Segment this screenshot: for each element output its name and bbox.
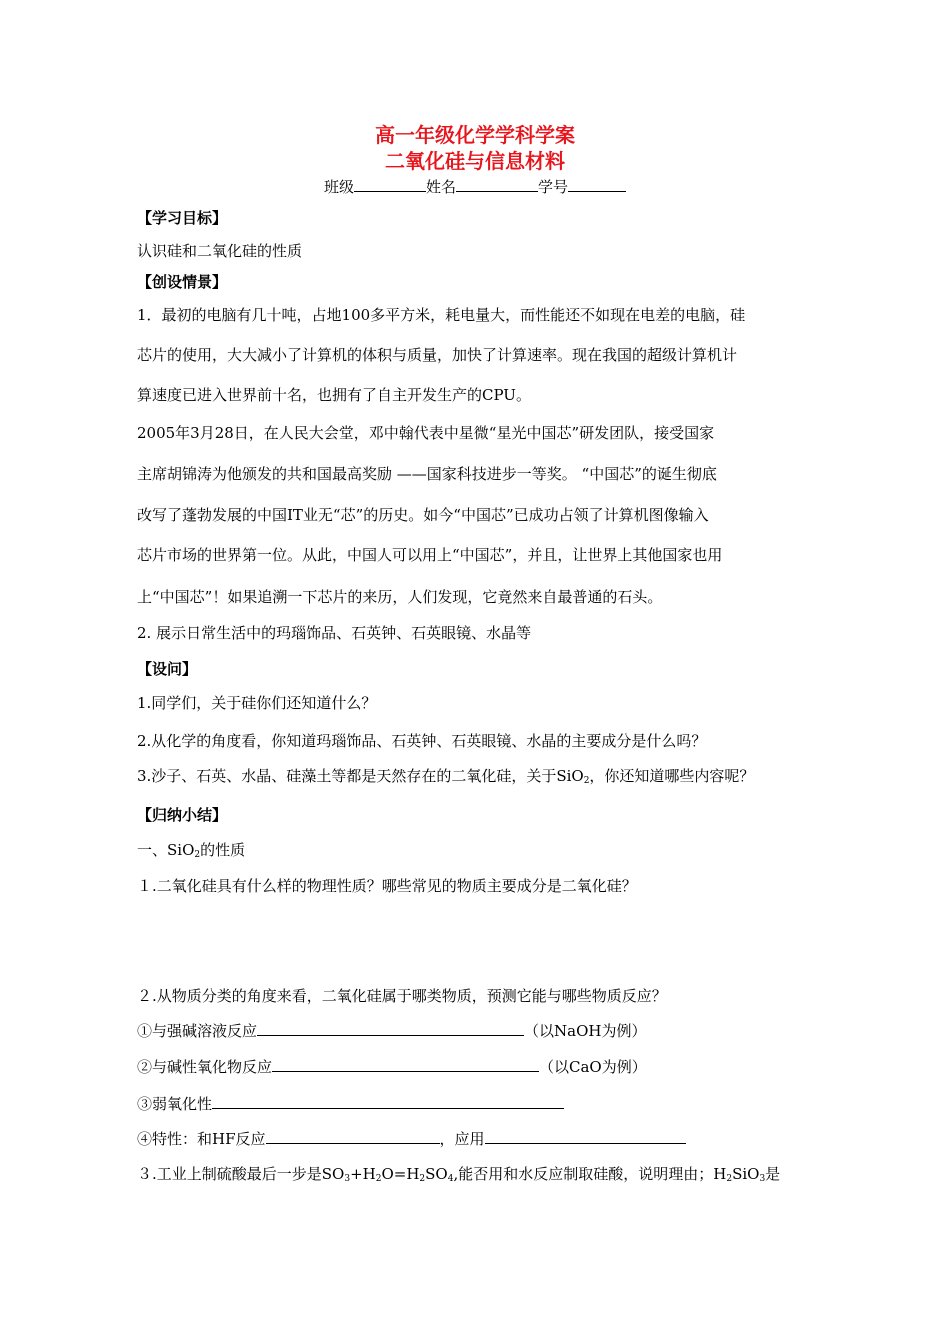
scenario-p2-line1: 2005年3月28日，在人民大会堂，邓中翰代表中星微“星光中国芯”研发团队，接受国家 (137, 424, 715, 442)
scenario-p1-line2: 芯片的使用，大大减小了计算机的体积与质量，加快了计算速率。现在我国的超级计算机计 (137, 346, 738, 364)
summary-section-title: 一、SiO$_2$的性质 (137, 841, 246, 860)
question-1: 1.同学们，关于硅你们还知道什么？ (137, 694, 377, 712)
class-blank[interactable] (354, 177, 426, 192)
id-label: 学号 (538, 178, 569, 196)
scenario-p2-line4: 芯片市场的世界第一位。从此，中国人可以用上“中国芯”，并且，让世界上其他国家也用 (137, 546, 723, 564)
class-label: 班级 (323, 178, 354, 196)
summary-heading: 【归纳小结】 (137, 806, 228, 824)
reaction-1-blank[interactable] (257, 1021, 524, 1036)
scenario-item2: 2. 展示日常生活中的玛瑙饰品、石英钟、石英眼镜、水晶等 (137, 624, 532, 642)
question-3: 3.沙子、石英、水晶、硅藻土等都是天然存在的二氧化硅，关于SiO$_2$，你还知道哪些内容呢？ (137, 767, 755, 786)
name-label: 姓名 (425, 178, 456, 196)
reaction-2: ②与碱性氧化物反应 （以CaO为例） (137, 1058, 647, 1076)
scenario-p1-line3: 算速度已进入世界前十名，也拥有了自主开发生产的CPU。 (137, 386, 531, 404)
summary-q2: ２.从物质分类的角度来看，二氧化硅属于哪类物质，预测它能与哪些物质反应？ (137, 987, 667, 1005)
scenario-p1-line1: 1．最初的电脑有几十吨，占地100多平方米，耗电量大，而性能还不如现在电差的电脑，硅 (137, 306, 746, 324)
scenario-p2-line3: 改写了蓬勃发展的中国IT业无“芯”的历史。如今“中国芯”已成功占领了计算机图像输入 (137, 506, 709, 524)
reaction-3: ③弱氧化性 (137, 1094, 564, 1114)
document-title: 高一年级化学学科学案 (375, 123, 575, 147)
reaction-4: ④特性：和HF反应 ，应用 (137, 1129, 686, 1149)
document-subtitle: 二氧化硅与信息材料 (385, 149, 565, 173)
question-heading: 【设问】 (137, 660, 198, 678)
goal-text: 认识硅和二氧化硅的性质 (137, 242, 303, 260)
scenario-p2-line5: 上“中国芯”！如果追溯一下芯片的来历，人们发现，它竟然来自最普通的石头。 (137, 588, 663, 606)
summary-q3: ３.工业上制硫酸最后一步是$SO_3+H_2O=H_2SO_4$,能否用和水反应制取硅酸，说明理由；$H_2SiO_3$是 (137, 1165, 781, 1184)
reaction-4-blank[interactable] (266, 1129, 440, 1144)
scenario-heading: 【创设情景】 (137, 273, 228, 291)
goal-heading: 【学习目标】 (137, 209, 228, 227)
reaction-3-blank[interactable] (212, 1094, 564, 1109)
application-blank[interactable] (485, 1129, 686, 1144)
reaction-2-blank[interactable] (272, 1057, 539, 1072)
scenario-p2-line2: 主席胡锦涛为他颁发的共和国最高奖励 ——国家科技进步一等奖。 “中国芯”的诞生彻底 (137, 465, 717, 483)
question-2: 2.从化学的角度看，你知道玛瑙饰品、石英钟、石英眼镜、水晶的主要成分是什么吗？ (137, 732, 707, 750)
name-blank[interactable] (456, 177, 538, 192)
id-blank[interactable] (568, 177, 626, 192)
student-info-row (0, 177, 950, 197)
reaction-1: ①与强碱溶液反应 （以NaOH为例） (137, 1022, 647, 1040)
summary-q1: １.二氧化硅具有什么样的物理性质？哪些常见的物质主要成分是二氧化硅？ (137, 877, 637, 895)
